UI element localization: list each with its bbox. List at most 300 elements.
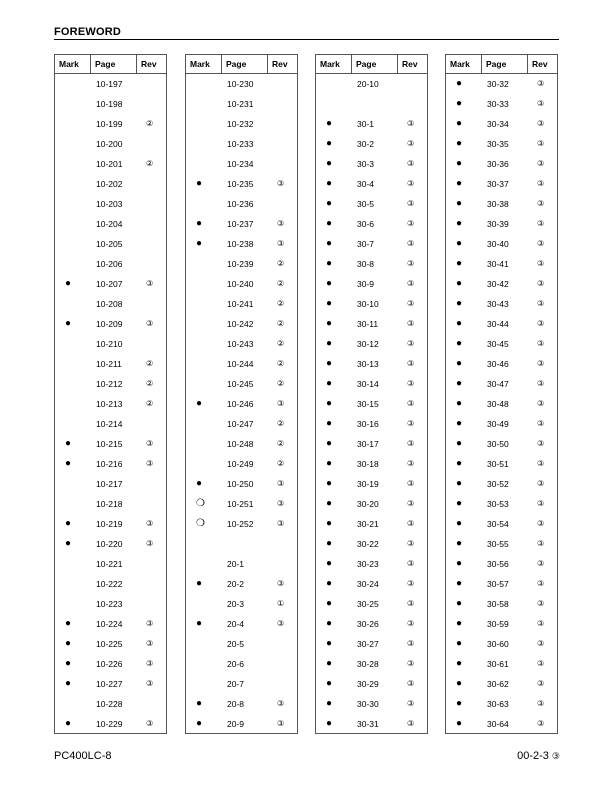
- revision-number: ③: [146, 319, 154, 328]
- page-number: 30-63: [487, 699, 509, 709]
- revision-mark: ●: [326, 658, 333, 669]
- revision-row: [186, 634, 297, 654]
- revision-row: [55, 94, 166, 114]
- page-number: 30-38: [487, 199, 509, 209]
- column-header: [316, 55, 427, 74]
- revision-row: [316, 334, 427, 354]
- page-number: 30-20: [357, 499, 379, 509]
- revision-row: [55, 714, 166, 734]
- page-number: 30-29: [357, 679, 379, 689]
- revision-row: [316, 374, 427, 394]
- revision-row: [55, 174, 166, 194]
- header-mark-label: Mark: [450, 59, 470, 69]
- revision-number: ③: [277, 699, 285, 708]
- revision-number: ③: [537, 379, 545, 388]
- page-number: 10-233: [227, 139, 254, 149]
- revision-number: ③: [407, 199, 415, 208]
- page-number: 20-4: [227, 619, 245, 629]
- revision-row: [446, 354, 557, 374]
- revision-number: ③: [407, 479, 415, 488]
- revision-row: [446, 114, 557, 134]
- revision-number: ③: [277, 619, 285, 628]
- revision-number: ③: [537, 439, 545, 448]
- revision-row: [186, 254, 297, 274]
- revision-row: [316, 574, 427, 594]
- page-number: 10-248: [227, 439, 254, 449]
- revision-row: [446, 454, 557, 474]
- page-number: 10-223: [96, 599, 123, 609]
- revision-row: [316, 314, 427, 334]
- revision-row: [316, 94, 427, 114]
- page-number: 10-205: [96, 239, 123, 249]
- revision-number: ③: [537, 239, 545, 248]
- revision-row: [446, 294, 557, 314]
- revision-row: [446, 254, 557, 274]
- page-number: 10-250: [227, 479, 254, 489]
- column-header: [446, 55, 557, 74]
- revision-mark: ●: [456, 398, 463, 409]
- revision-row: [55, 314, 166, 334]
- revision-row: [446, 654, 557, 674]
- revision-row: [316, 634, 427, 654]
- revision-row: [55, 134, 166, 154]
- revision-number: ③: [146, 519, 154, 528]
- page-number: 30-16: [357, 419, 379, 429]
- page-number: 10-236: [227, 199, 254, 209]
- header-page-label: Page: [95, 59, 116, 69]
- page-number: 10-228: [96, 699, 123, 709]
- revision-mark: ●: [326, 458, 333, 469]
- page-number: 30-13: [357, 359, 379, 369]
- revision-row: [186, 214, 297, 234]
- revision-row: [186, 174, 297, 194]
- page-number: 10-213: [96, 399, 123, 409]
- revision-number: ③: [537, 559, 545, 568]
- footer-page-number: [480, 750, 560, 762]
- revision-mark: ●: [196, 238, 203, 249]
- revision-row: [316, 174, 427, 194]
- revision-number: ②: [277, 339, 285, 348]
- page-number: 30-32: [487, 79, 509, 89]
- revision-number: ③: [407, 659, 415, 668]
- revision-row: [186, 294, 297, 314]
- revision-mark: ●: [456, 138, 463, 149]
- revision-rows: [186, 74, 297, 734]
- revision-row: [446, 274, 557, 294]
- revision-mark: ●: [456, 238, 463, 249]
- revision-row: [446, 214, 557, 234]
- revision-mark: ●: [196, 478, 203, 489]
- page-number: 30-4: [357, 179, 375, 189]
- revision-number: ②: [277, 299, 285, 308]
- revision-number: ③: [407, 419, 415, 428]
- revision-row: [446, 714, 557, 734]
- page-number: 30-22: [357, 539, 379, 549]
- revision-row: [316, 414, 427, 434]
- revision-number: ③: [537, 679, 545, 688]
- page-number: 10-247: [227, 419, 254, 429]
- page-number: 10-251: [227, 499, 254, 509]
- page-number: 10-221: [96, 559, 123, 569]
- page-number: 10-244: [227, 359, 254, 369]
- revision-number: ③: [537, 479, 545, 488]
- revision-number: ①: [277, 599, 285, 608]
- page-number: 30-40: [487, 239, 509, 249]
- revision-rows: [446, 74, 557, 734]
- page-number: 10-226: [96, 659, 123, 669]
- revision-number: ③: [407, 379, 415, 388]
- revision-row: [316, 274, 427, 294]
- revision-number: ③: [537, 619, 545, 628]
- revision-row: [186, 374, 297, 394]
- revision-number: ③: [146, 679, 154, 688]
- revision-mark: ●: [326, 138, 333, 149]
- revision-number: ③: [277, 579, 285, 588]
- revision-mark: ●: [326, 318, 333, 329]
- revision-number: ③: [407, 299, 415, 308]
- revision-number: ③: [537, 659, 545, 668]
- page-number: 30-24: [357, 579, 379, 589]
- page-number: 30-15: [357, 399, 379, 409]
- revision-number: ③: [407, 259, 415, 268]
- header-page-label: Page: [226, 59, 247, 69]
- revision-mark: ●: [326, 438, 333, 449]
- page-number: 10-239: [227, 259, 254, 269]
- page-number: 30-39: [487, 219, 509, 229]
- page-number: 30-9: [357, 279, 375, 289]
- revision-column-4: [445, 54, 558, 734]
- page-number: 30-23: [357, 559, 379, 569]
- revision-row: [55, 154, 166, 174]
- revision-number: ②: [277, 439, 285, 448]
- header-mark-label: Mark: [190, 59, 210, 69]
- header-divider: [221, 55, 222, 74]
- revision-number: ③: [407, 339, 415, 348]
- revision-mark: ●: [326, 678, 333, 689]
- revision-number: ③: [537, 179, 545, 188]
- revision-mark: ●: [326, 378, 333, 389]
- revision-mark: ●: [456, 558, 463, 569]
- page-number: 20-8: [227, 699, 245, 709]
- revision-mark: ●: [456, 658, 463, 669]
- page-number: 10-216: [96, 459, 123, 469]
- revision-mark: ❍: [196, 498, 205, 509]
- revision-row: [186, 134, 297, 154]
- revision-number: ③: [407, 599, 415, 608]
- revision-number: ③: [407, 679, 415, 688]
- revision-row: [186, 434, 297, 454]
- page-number: 30-17: [357, 439, 379, 449]
- revision-number: ②: [277, 419, 285, 428]
- revision-row: [316, 674, 427, 694]
- revision-number: ③: [407, 639, 415, 648]
- column-header: [55, 55, 166, 74]
- revision-number: ③: [407, 539, 415, 548]
- page-number: 30-48: [487, 399, 509, 409]
- revision-number: ③: [146, 719, 154, 728]
- revision-number: ③: [277, 719, 285, 728]
- revision-row: [55, 454, 166, 474]
- page-number: 10-225: [96, 639, 123, 649]
- revision-number: ③: [407, 139, 415, 148]
- page-number: 20-6: [227, 659, 245, 669]
- page-number: 10-212: [96, 379, 123, 389]
- revision-row: [186, 74, 297, 94]
- revision-mark: ●: [456, 598, 463, 609]
- page-number: 30-28: [357, 659, 379, 669]
- page-number: 10-224: [96, 619, 123, 629]
- revision-mark: ●: [65, 538, 72, 549]
- revision-number: ③: [537, 459, 545, 468]
- revision-number: ③: [537, 79, 545, 88]
- revision-number: ②: [146, 399, 154, 408]
- revision-mark: ●: [326, 358, 333, 369]
- revision-number: ③: [146, 279, 154, 288]
- revision-row: [55, 114, 166, 134]
- revision-number: ②: [146, 159, 154, 168]
- revision-row: [186, 314, 297, 334]
- page-number: 30-3: [357, 159, 375, 169]
- page-number: 10-215: [96, 439, 123, 449]
- revision-mark: ●: [456, 98, 463, 109]
- revision-row: [55, 194, 166, 214]
- page-number: 30-59: [487, 619, 509, 629]
- revision-row: [446, 594, 557, 614]
- revision-row: [316, 474, 427, 494]
- page-number: 30-14: [357, 379, 379, 389]
- page-number: 30-34: [487, 119, 509, 129]
- column-header: [186, 55, 297, 74]
- revision-mark: ●: [456, 458, 463, 469]
- revision-mark: ●: [456, 198, 463, 209]
- revision-row: [186, 594, 297, 614]
- revision-row: [316, 154, 427, 174]
- page-number: 30-56: [487, 559, 509, 569]
- header-rev-label: Rev: [141, 59, 157, 69]
- revision-row: [446, 234, 557, 254]
- page-number: 10-235: [227, 179, 254, 189]
- revision-mark: ●: [326, 338, 333, 349]
- page-number: 30-7: [357, 239, 375, 249]
- page-number: 30-47: [487, 379, 509, 389]
- revision-number: ③: [537, 259, 545, 268]
- revision-number: ③: [537, 119, 545, 128]
- revision-mark: ●: [326, 298, 333, 309]
- revision-number: ③: [146, 619, 154, 628]
- page-number: 10-237: [227, 219, 254, 229]
- page-number: 20-5: [227, 639, 245, 649]
- page-number: 30-1: [357, 119, 375, 129]
- revision-row: [446, 394, 557, 414]
- page-number: 30-5: [357, 199, 375, 209]
- revision-row: [186, 474, 297, 494]
- revision-row: [186, 714, 297, 734]
- revision-row: [446, 194, 557, 214]
- revision-column-1: [54, 54, 167, 734]
- revision-mark: ●: [326, 598, 333, 609]
- page-number: 30-12: [357, 339, 379, 349]
- revision-mark: ●: [196, 178, 203, 189]
- page-number: 30-60: [487, 639, 509, 649]
- revision-number: ③: [407, 119, 415, 128]
- revision-rows: [55, 74, 166, 734]
- revision-row: [446, 674, 557, 694]
- page-number: 30-26: [357, 619, 379, 629]
- revision-mark: ●: [456, 538, 463, 549]
- revision-number: ③: [407, 499, 415, 508]
- revision-number: ③: [407, 179, 415, 188]
- header-divider: [136, 55, 137, 74]
- page-number: 30-51: [487, 459, 509, 469]
- page-number: 30-10: [357, 299, 379, 309]
- revision-mark: ●: [456, 158, 463, 169]
- revision-mark: ●: [326, 118, 333, 129]
- revision-row: [316, 554, 427, 574]
- page-number: 10-201: [96, 159, 123, 169]
- revision-row: [55, 594, 166, 614]
- revision-mark: ●: [326, 718, 333, 729]
- revision-row: [186, 454, 297, 474]
- revision-row: [446, 334, 557, 354]
- revision-mark: ●: [65, 458, 72, 469]
- revision-mark: ●: [326, 538, 333, 549]
- header-divider: [481, 55, 482, 74]
- revision-number: ③: [537, 359, 545, 368]
- page-number: 30-31: [357, 719, 379, 729]
- page-number: 10-211: [96, 359, 122, 369]
- revision-row: [186, 614, 297, 634]
- revision-number: ③: [537, 199, 545, 208]
- revision-number: ③: [407, 719, 415, 728]
- revision-mark: ●: [456, 118, 463, 129]
- page-number: 10-198: [96, 99, 123, 109]
- revision-mark: ●: [456, 78, 463, 89]
- revision-row: [316, 234, 427, 254]
- revision-mark: ●: [456, 418, 463, 429]
- revision-mark: ●: [456, 338, 463, 349]
- page-number: 30-41: [487, 259, 509, 269]
- page-number: 30-27: [357, 639, 379, 649]
- revision-mark: ●: [326, 278, 333, 289]
- revision-number: ③: [407, 559, 415, 568]
- revision-number: ③: [537, 99, 545, 108]
- page-number: 10-207: [96, 279, 123, 289]
- revision-mark: ●: [456, 478, 463, 489]
- revision-row: [316, 194, 427, 214]
- revision-row: [446, 94, 557, 114]
- page-number: 10-199: [96, 119, 123, 129]
- page-number: 30-44: [487, 319, 509, 329]
- page-number: 20-3: [227, 599, 245, 609]
- page-number: 10-197: [96, 79, 123, 89]
- page-number: 10-240: [227, 279, 254, 289]
- revision-row: [186, 414, 297, 434]
- page-number: 10-227: [96, 679, 123, 689]
- revision-row: [186, 554, 297, 574]
- revision-row: [446, 434, 557, 454]
- revision-row: [55, 694, 166, 714]
- revision-row: [316, 294, 427, 314]
- revision-row: [316, 114, 427, 134]
- revision-number: ③: [407, 519, 415, 528]
- revision-number: ③: [537, 279, 545, 288]
- revision-mark: ●: [65, 618, 72, 629]
- revision-mark: ●: [65, 318, 72, 329]
- page-number: 10-252: [227, 519, 254, 529]
- revision-number: ③: [277, 519, 285, 528]
- page-number: 30-54: [487, 519, 509, 529]
- revision-row: [55, 414, 166, 434]
- revision-mark: ●: [326, 418, 333, 429]
- page-number: 30-61: [487, 659, 509, 669]
- revision-mark: ●: [65, 638, 72, 649]
- revision-number: ③: [407, 699, 415, 708]
- page-number: 10-202: [96, 179, 123, 189]
- revision-row: [186, 514, 297, 534]
- revision-mark: ●: [65, 718, 72, 729]
- revision-number: ③: [146, 539, 154, 548]
- page-number: 10-200: [96, 139, 123, 149]
- header-page-label: Page: [486, 59, 507, 69]
- revision-row: [446, 474, 557, 494]
- page-number: 30-30: [357, 699, 379, 709]
- page-number: 30-53: [487, 499, 509, 509]
- page-number: 30-64: [487, 719, 509, 729]
- footer-model: PC400LC-8: [54, 750, 112, 762]
- revision-row: [55, 554, 166, 574]
- revision-mark: ●: [196, 398, 203, 409]
- revision-row: [446, 374, 557, 394]
- revision-row: [55, 634, 166, 654]
- page-number: 10-231: [227, 99, 254, 109]
- page-number: 10-242: [227, 319, 254, 329]
- revision-mark: ●: [456, 518, 463, 529]
- revision-row: [446, 74, 557, 94]
- page-number: 20-9: [227, 719, 245, 729]
- revision-mark: ●: [326, 238, 333, 249]
- revision-number: ③: [537, 159, 545, 168]
- revision-number: ③: [277, 399, 285, 408]
- header-divider: [90, 55, 91, 74]
- revision-mark: ●: [456, 678, 463, 689]
- revision-number: ②: [146, 359, 154, 368]
- revision-row: [446, 494, 557, 514]
- revision-number: ③: [537, 399, 545, 408]
- revision-mark: ●: [456, 298, 463, 309]
- revision-mark: ●: [326, 638, 333, 649]
- revision-row: [316, 254, 427, 274]
- revision-row: [316, 394, 427, 414]
- page-number: 30-52: [487, 479, 509, 489]
- page-number: 10-241: [227, 299, 254, 309]
- page-number: 20-7: [227, 679, 245, 689]
- revision-number: ②: [277, 379, 285, 388]
- page-number: 30-58: [487, 599, 509, 609]
- revision-mark: ●: [196, 578, 203, 589]
- page-number: 30-25: [357, 599, 379, 609]
- revision-row: [316, 714, 427, 734]
- revision-mark: ●: [456, 718, 463, 729]
- header-divider: [397, 55, 398, 74]
- page-number: 20-2: [227, 579, 245, 589]
- page-number: 30-50: [487, 439, 509, 449]
- page-number: 10-249: [227, 459, 254, 469]
- revision-row: [446, 414, 557, 434]
- page-number: 10-203: [96, 199, 123, 209]
- revision-row: [186, 154, 297, 174]
- revision-row: [186, 494, 297, 514]
- revision-number: ③: [277, 239, 285, 248]
